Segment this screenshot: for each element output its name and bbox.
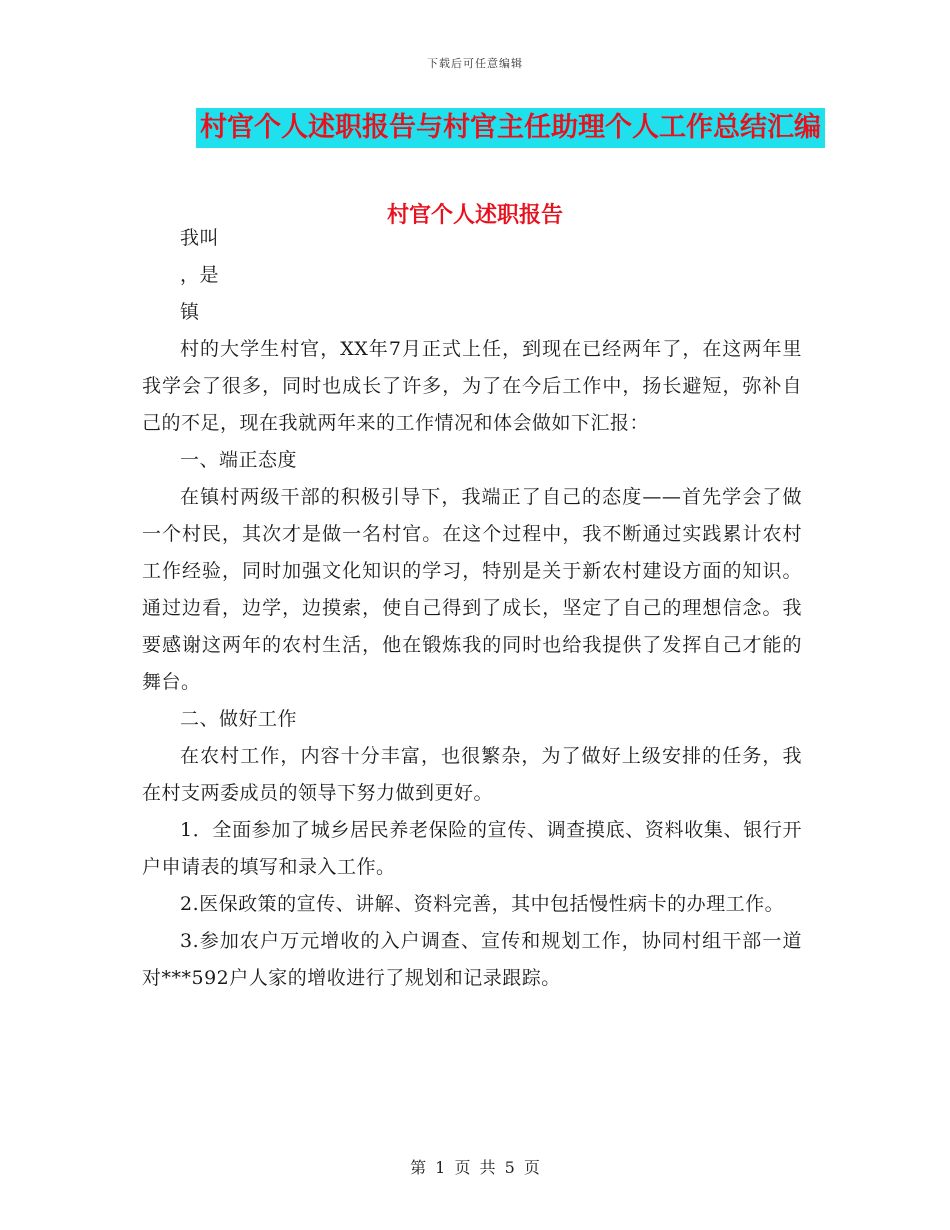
paragraph: ，是 (180, 264, 220, 286)
paragraph: 在农村工作，内容十分丰富，也很繁杂，为了做好上级安排的任务，我在村支两委成员的领导下努力做到更好。 (142, 745, 802, 804)
list-item: 3.参加农户万元增收的入户调查、宣传和规划工作，协同村组干部一道对***592户人家的增收进行了规划和记录跟踪。 (142, 930, 802, 989)
paragraph: 村的大学生村官，XX年7月正式上任，到现在已经两年了，在这两年里我学会了很多，同时也成长了许多，为了在今后工作中，扬长避短，弥补自己的不足，现在我就两年来的工作情况和体会做如下汇报： (142, 338, 802, 434)
header-note: 下载后可任意编辑 (427, 57, 523, 70)
paragraph-heading: 一、端正态度 (180, 449, 298, 471)
document-title: 村官个人述职报告与村官主任助理个人工作总结汇编 (196, 108, 825, 148)
paragraph: 在镇村两级干部的积极引导下，我端正了自己的态度——首先学会了做一个村民，其次才是做一名村官。在这个过程中，我不断通过实践累计农村工作经验，同时加强文化知识的学习，特别是关于新农村建设方面的知识。通过边看，边学，边摸索，使自己得到了成长，坚定了自己的理想信念。我要感谢这两年的农村生活，他在锻炼我的同时也给我提供了发挥自己才能的舞台。 (142, 486, 802, 693)
page-footer: 第 1 页 共 5 页 (410, 1158, 540, 1177)
list-item: 2.医保政策的宣传、讲解、资料完善，其中包括慢性病卡的办理工作。 (180, 893, 785, 915)
document-body (142, 220, 802, 997)
section-title: 村官个人述职报告 (386, 203, 563, 228)
paragraph: 镇 (180, 301, 200, 323)
list-item: 1．全面参加了城乡居民养老保险的宣传、调查摸底、资料收集、银行开户申请表的填写和录入工作。 (142, 819, 802, 878)
paragraph-heading: 二、做好工作 (180, 708, 298, 730)
paragraph: 我叫 (180, 227, 220, 249)
